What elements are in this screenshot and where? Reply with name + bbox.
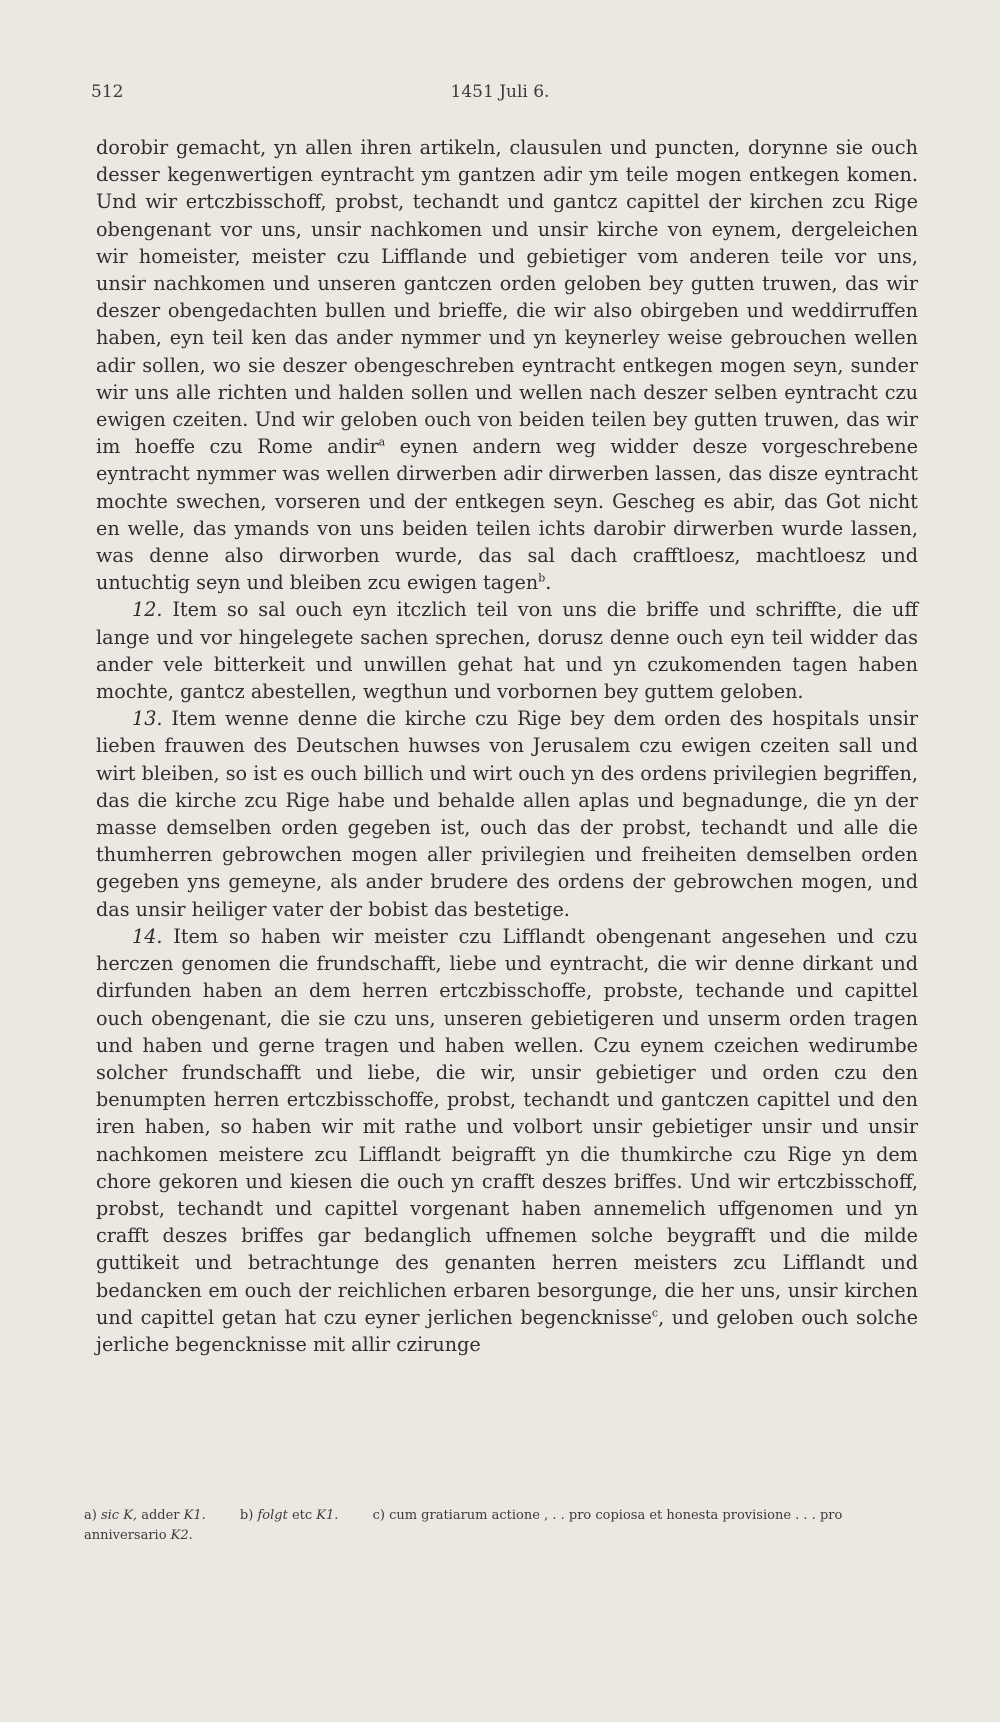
body-text	[96, 134, 918, 1358]
footnote-c: c) cum gratiarum actione , . . pro copiosa et honesta provisione . . . pro anniversario K2.	[84, 1508, 843, 1543]
page-header	[87, 82, 913, 108]
paragraph-number: 13.	[132, 707, 163, 731]
page-number: 512	[91, 82, 124, 102]
paragraph-number: 12.	[132, 598, 163, 622]
paragraph-14: 14. Item so haben wir meister czu Lifflandt obengenant angesehen und czu herczen genomen die frundschafft, liebe und eyntracht, die wir denne dirkant und dirfunden haben an dem herren ertczbisschoffe, probste, techande und capittel ouch obengenant, die sie czu uns, unseren gebietigeren und unserm orden tragen und haben und gerne tragen und haben wellen. Czu eynem czeichen wedirumbe solcher frundschafft und liebe, die wir, unsir gebietiger und orden czu den benumpten herren ertczbisschoffe, probst, techandt und gantczen capittel und den iren haben, so haben wir mit rathe und volbort unsir gebietiger unsir und unsir nachkomen meistere zcu Lifflandt beigrafft yn die thumkirche czu Rige yn dem chore gekoren und kiesen die ouch yn crafft deszes briffes. Und wir ertczbisschoff, probst, techandt und capittel vorgenant haben annemelich uffgenomen und yn crafft deszes briffes gar bedanglich uffnemen solche beygrafft und die milde guttikeit und betrachtunge des genanten herren meisters zcu Lifflandt und bedancken em ouch der reichlichen erbaren besorgunge, die her uns, unsir kirchen und capittel getan hat czu eyner jerlichen begencknisse$^c$, und geloben ouch solche jerliche begencknisse mit allir czirunge	[96, 924, 918, 1356]
paragraph-12: 12. Item so sal ouch eyn itczlich teil von uns die briffe und schriffte, die uff lange und vor hingelegete sachen sprechen, dorusz denne ouch eyn teil widder das ander vele bitterkeit und unwillen gehat hat und yn czukomenden tagen haben mochte, gantcz abestellen, wegthun und vorbornen bey guttem geloben.	[96, 598, 918, 704]
footnote-ref-c: c	[651, 1306, 659, 1320]
header-date: 1451 Juli 6.	[450, 82, 550, 102]
footnote-ref-b: b	[538, 571, 546, 585]
paragraph-continued: dorobir gemacht, yn allen ihren artikeln, clausulen und puncten, dorynne sie ouch desser kegenwertigen eyntracht ym gantzen adir ym teile mogen entkegen komen. Und wir ertczbisschoff, probst, techandt und gantcz capittel der kirchen zcu Rige obengenant vor uns, unsir nachkomen und unsir kirche von eynem, dergeleichen wir homeister, meister czu Lifflande und gebietiger vom anderen teile vor uns, unsir nachkomen und unseren gantczen orden geloben bey gutten truwen, das wir deszer obengedachten bullen und brieffe, die wir also obirgeben und weddirruffen haben, eyn teil ken das ander nymmer und yn keynerley weise gebrouchen wellen adir sollen, wo sie deszer obengeschreben eyntracht entkegen mogen seyn, sunder wir uns alle richten und halden sollen und wellen nach deszer selben eyntracht czu ewigen czeiten. Und wir geloben ouch von beiden teilen bey gutten truwen, das wir im hoeffe czu Rome andir$^a$ eynen andern weg widder desze vorgeschrebene eyntracht nymmer was wellen dirwerben adir dirwerben lassen, das disze eyntracht mochte swechen, vorseren und der entkegen seyn. Gescheg es abir, das Got nicht en welle, das ymands von uns beiden teilen ichts darobir dirwerben wurde lassen, was denne also dirworben wurde, das sal dach crafftloesz, machtloesz und untuchtig seyn und bleiben zcu ewigen tagen$^b$.	[96, 136, 918, 595]
footnote-a: a) sic K, adder K1.	[84, 1508, 206, 1523]
footnote-ref-a: a	[378, 435, 386, 449]
footnotes	[84, 1506, 920, 1546]
paragraph-13: 13. Item wenne denne die kirche czu Rige bey dem orden des hospitals unsir lieben frauwen des Deutschen huwses von Jerusalem czu ewigen czeiten sall und wirt bleiben, so ist es ouch billich und wirt ouch yn des ordens privilegien begriffen, das die kirche zcu Rige habe und behalde allen aplas und begnadunge, die yn der masse demselben orden gegeben ist, ouch das der probst, techandt und alle die thumherren gebrowchen mogen aller privilegien und freiheiten demselben orden gegeben yns gemeyne, als ander brudere des ordens der gebrowchen mogen, und das unsir heiliger vater der bobist das bestetige.	[96, 707, 918, 921]
paragraph-number: 14.	[132, 924, 163, 948]
footnote-b: b) folgt etc K1.	[239, 1508, 339, 1523]
